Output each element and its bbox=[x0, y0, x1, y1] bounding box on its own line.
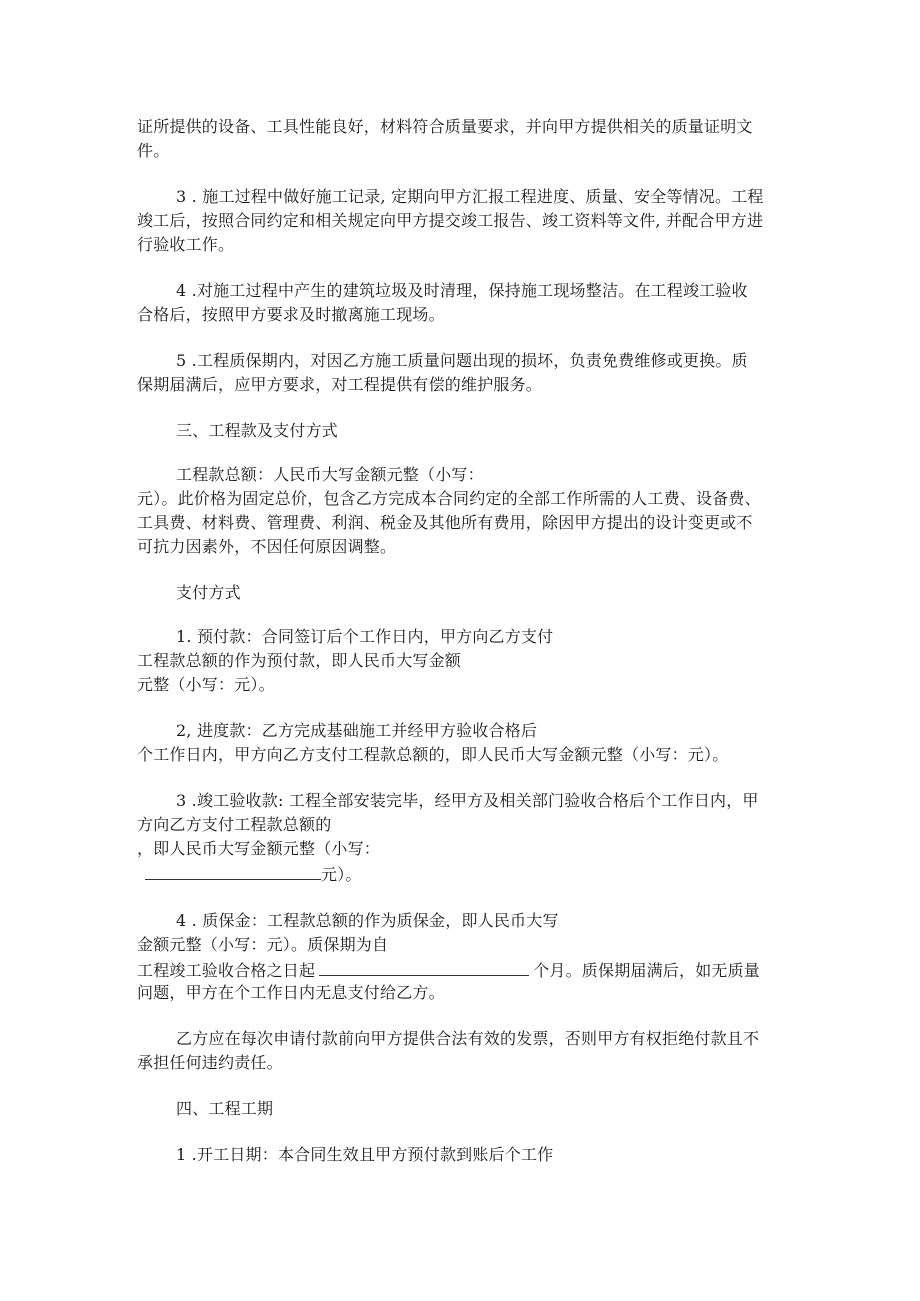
p9-line3-b: 个月。质保期届满后，如无质量 bbox=[533, 961, 761, 980]
p5-line3: 工具费、材料费、管理费、利润、税金及其他所有费用，除因甲方提出的设计变更或不 bbox=[137, 513, 753, 532]
p11-line1: 1 .开工日期：本合同生效且甲方预付款到账后个工作 bbox=[176, 1145, 554, 1164]
p8-line4 bbox=[145, 863, 362, 885]
p1-line1: 证所提供的设备、工具性能良好，材料符合质量要求，并向甲方提供相关的质量证明文 bbox=[137, 117, 753, 136]
p8-line4-text: 元）。 bbox=[321, 865, 362, 884]
p1-line2: 件。 bbox=[137, 141, 170, 160]
p8-line3: ，即人民币大写金额元整（小写： bbox=[137, 839, 381, 858]
p9-line3 bbox=[137, 959, 760, 981]
payment-method-title: 支付方式 bbox=[176, 583, 241, 602]
p10-line1: 乙方应在每次申请付款前向甲方提供合法有效的发票，否则甲方有权拒绝付款且不 bbox=[176, 1029, 760, 1048]
p5-line4: 可抗力因素外，不因任何原因调整。 bbox=[137, 537, 397, 556]
p4-line2: 保期届满后，应甲方要求，对工程提供有偿的维护服务。 bbox=[137, 375, 543, 394]
p6-line3: 元整（小写：元）。 bbox=[137, 675, 275, 694]
p3-line1: 4 .对施工过程中产生的建筑垃圾及时清理，保持施工现场整洁。在工程竣工验收 bbox=[176, 281, 748, 300]
section-heading-3: 三、工程款及支付方式 bbox=[176, 421, 339, 440]
warranty-months-blank bbox=[319, 959, 529, 976]
p8-line2: 方向乙方支付工程款总额的 bbox=[137, 815, 332, 834]
p7-line2: 个工作日内，甲方向乙方支付工程款总额的，即人民币大写金额元整（小写：元）。 bbox=[137, 745, 729, 764]
p5-line2: 元）。此价格为固定总价，包含乙方完成本合同约定的全部工作所需的人工费、设备费、 bbox=[137, 489, 761, 508]
p9-line2: 金额元整（小写：元）。质保期为自 bbox=[137, 935, 389, 954]
amount-blank bbox=[145, 863, 321, 880]
p6-line2: 工程款总额的作为预付款，即人民币大写金额 bbox=[137, 651, 462, 670]
p3-line2: 合格后，按照甲方要求及时撤离施工现场。 bbox=[137, 305, 445, 324]
p10-line2: 承担任何违约责任。 bbox=[137, 1053, 283, 1072]
p7-line1: 2, 进度款：乙方完成基础施工并经甲方验收合格后 bbox=[176, 721, 538, 740]
p8-line1: 3 .竣工验收款: 工程全部安装完毕，经甲方及相关部门验收合格后个工作日内，甲 bbox=[176, 791, 759, 810]
p6-line1: 1. 预付款：合同签订后个工作日内，甲方向乙方支付 bbox=[176, 627, 554, 646]
p9-line4: 问题，甲方在个工作日内无息支付给乙方。 bbox=[137, 983, 445, 1002]
p2-line2: 竣工后，按照合同约定和相关规定向甲方提交竣工报告、竣工资料等文件, 并配合甲方进 bbox=[137, 211, 764, 230]
p9-line3-a: 工程竣工验收合格之日起 bbox=[137, 961, 316, 980]
p2-line1: 3 . 施工过程中做好施工记录, 定期向甲方汇报工程进度、质量、安全等情况。工程 bbox=[176, 187, 764, 206]
p5-line1: 工程款总额：人民币大写金额元整（小写： bbox=[176, 465, 484, 484]
p9-line1: 4 . 质保金：工程款总额的作为质保金，即人民币大写 bbox=[176, 911, 559, 930]
section-heading-4: 四、工程工期 bbox=[176, 1099, 274, 1118]
p4-line1: 5 .工程质保期内，对因乙方施工质量问题出现的损坏，负责免费维修或更换。质 bbox=[176, 351, 748, 370]
p2-line3: 行验收工作。 bbox=[137, 235, 235, 254]
